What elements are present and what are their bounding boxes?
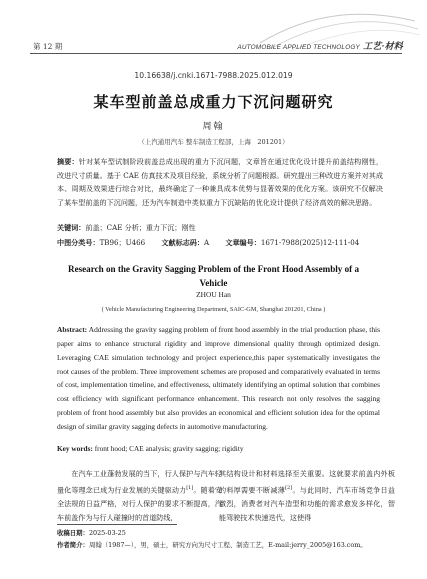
body-text: 其结构设计和材料选择至关重要。这就要求前盖内外板的料厚需要不断减薄 bbox=[219, 469, 395, 495]
article-id-value: 1671-7988(2025)12-111-04 bbox=[260, 238, 360, 247]
body-paragraph bbox=[57, 467, 222, 525]
clc-label: 中图分类号： bbox=[57, 238, 100, 247]
body-text: 在汽车工业蓬勃发展的当下，行人保护与汽车轻量化等理念已成为行业发展的关键驱动力 bbox=[57, 469, 222, 495]
keywords-english bbox=[57, 443, 380, 455]
classification-line bbox=[57, 237, 397, 249]
clc-value: TB96；U466 bbox=[99, 238, 146, 247]
body-paragraph bbox=[219, 467, 395, 525]
body-column-right bbox=[219, 467, 395, 525]
footnote-received bbox=[57, 528, 402, 538]
author-english: ZHOU Han bbox=[196, 290, 231, 299]
keywords-english-text: front hood; CAE analysis; gravity sagging; rigidity bbox=[94, 444, 244, 453]
received-label: 收稿日期： bbox=[57, 529, 89, 537]
page-header bbox=[0, 0, 427, 60]
received-date: 2025-03-25 bbox=[88, 529, 126, 537]
keywords-chinese bbox=[57, 222, 387, 234]
affiliation-chinese: （上汽通用汽车 整车制造工程部，上海 201201） bbox=[138, 138, 289, 146]
journal-name bbox=[237, 39, 403, 52]
doc-code-value: A bbox=[203, 238, 210, 247]
title-chinese: 某车型前盖总成重力下沉问题研究 bbox=[93, 93, 334, 111]
author-bio: 周翰（1987—），男，硕士，研究方向为尺寸工程、制造工艺，E-mail:jerry_2005@163.com。 bbox=[88, 541, 367, 549]
body-text: 。与此同时，汽车市场竞争日益激烈，消费者对汽车造型和功能的需求愈发多样化，智能驾驶技术快速迭代，这使得 bbox=[219, 485, 395, 523]
doi: 10.16638/j.cnki.1671-7988.2025.012.019 bbox=[134, 71, 293, 80]
journal-column: 工艺·材料 bbox=[363, 41, 403, 51]
issue-number: 第 12 期 bbox=[33, 42, 63, 51]
author-chinese: 周翰 bbox=[202, 122, 225, 132]
keywords-english-label: Key words: bbox=[57, 444, 93, 453]
abstract-chinese-label: 摘要： bbox=[57, 157, 79, 166]
keywords-chinese-label: 关键词： bbox=[57, 223, 86, 232]
abstract-english-text: Addressing the gravity sagging problem of front hood assembly in the trial production phase, this paper aims to enhance structural rigidity and improve dimensional quality through optimized design. Leveraging CAE simulation technology and project experience,this paper systematically investigates the root causes of the problem. Three improvement schemes are proposed and comparatively evaluated in terms of cost, implementation timeline, and effectiveness, ultimately identifying an optimal solution that combines cost efficiency with significant performance enhancement. This research not only resolves the sagging problem of front hood assembly but also provides an economical and efficient solution idea for the optimal design of similar gravity sagging defects in automotive manufacturing. bbox=[57, 325, 380, 431]
doc-code-label: 文献标志码： bbox=[161, 238, 204, 247]
affiliation-english: ( Vehicle Manufacturing Engineering Department, SAIC-GM, Shanghai 201201, China ) bbox=[101, 306, 326, 313]
abstract-chinese-text: 针对某车型试制阶段前盖总成出现的重力下沉问题，文章旨在通过优化设计提升前盖结构刚性，改进尺寸质量。基于 CAE 仿真技术及项目经验，系统分析了问题根源。研究提出三种改进方案并对其成本、周期及效果进行综合对比，最终确定了一种兼具成本优势与显著效果的优化方案。该研究不仅解决了某车型前盖的下沉问题，还为汽车制造中类似重力下沉缺陷的优化设计提供了经济高效的解决思路。 bbox=[57, 157, 384, 207]
abstract-chinese bbox=[57, 155, 383, 209]
article-id-label: 文章编号： bbox=[225, 238, 261, 247]
journal-name-en: AUTOMOBILE APPLIED TECHNOLOGY bbox=[237, 44, 360, 51]
abstract-english bbox=[57, 323, 380, 434]
body-column-left bbox=[57, 467, 222, 525]
header-divider bbox=[30, 53, 402, 54]
citation: [1] bbox=[186, 485, 194, 491]
keywords-chinese-text: 前盖；CAE 分析；重力下沉；刚性 bbox=[85, 223, 196, 232]
citation: [2] bbox=[285, 485, 293, 491]
footnote-divider bbox=[57, 524, 177, 525]
footnote-author bbox=[57, 540, 402, 550]
title-english: Research on the Gravity Sagging Problem of the Front Hood Assembly of a Vehicle bbox=[68, 264, 359, 288]
abstract-english-label: Abstract: bbox=[57, 325, 88, 334]
body-text: 。随着安全法规的日益严格，对行人保护的要求不断提高，汽车前盖作为与行人碰撞时的首道防线， bbox=[57, 485, 223, 523]
author-bio-label: 作者简介： bbox=[57, 541, 89, 549]
